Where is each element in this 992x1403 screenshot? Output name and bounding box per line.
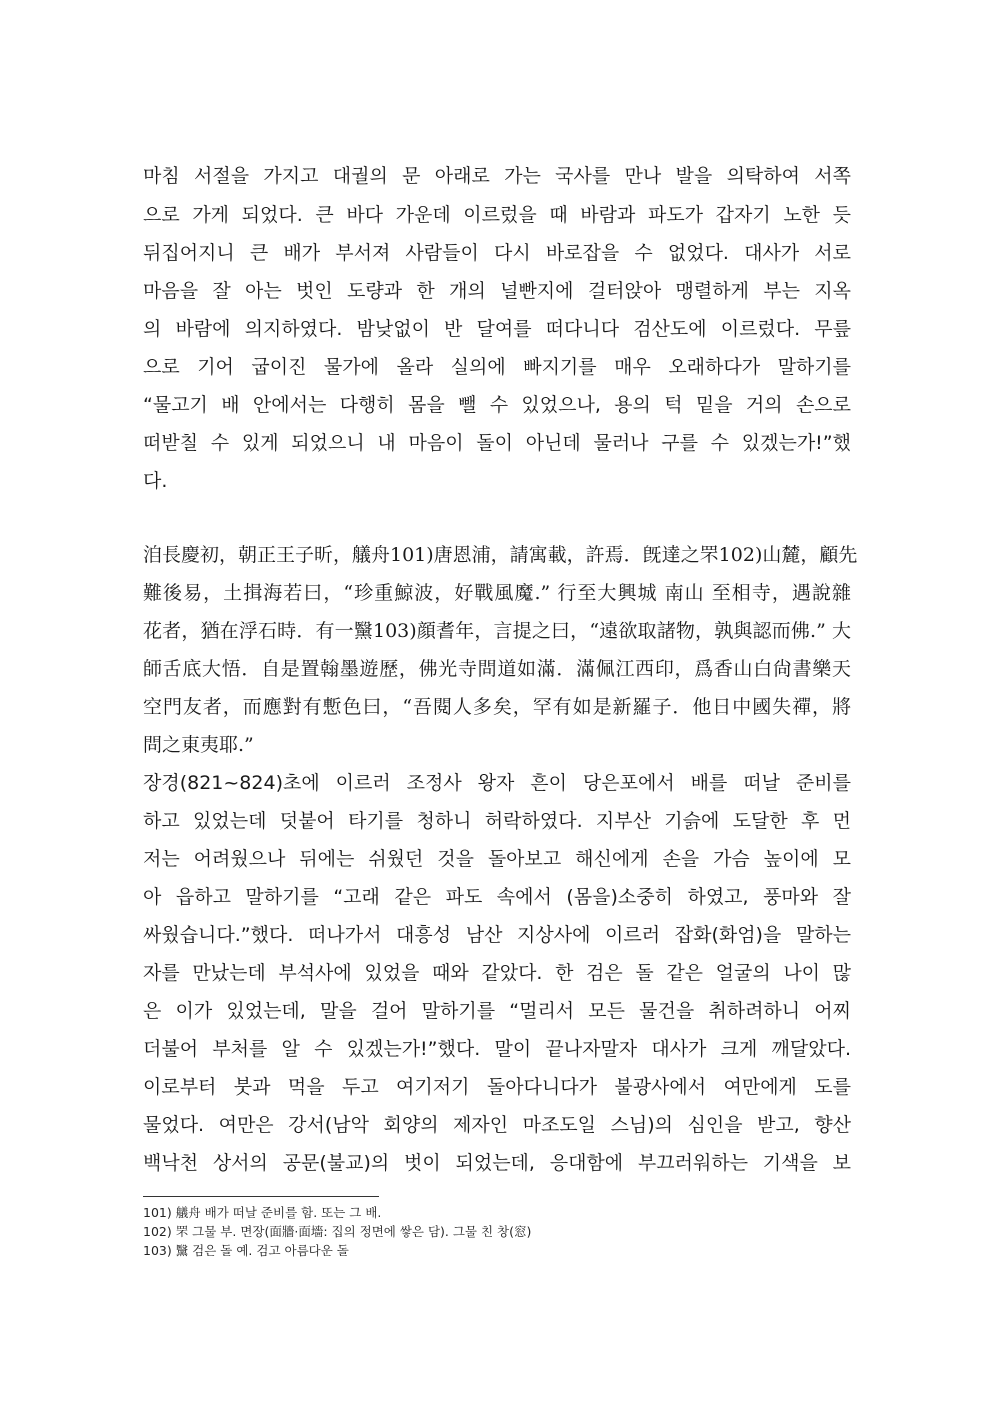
- text-line: 백낙천 상서의 공문(불교)의 벗이 되었는데, 응대함에 부끄러워하는 기색을 보: [143, 1152, 851, 1174]
- hanja-line: 花者，猶在浮石時．有一黳103)顔耆年，言提之曰，“遠欲取諸物，孰與認而佛.” 大: [143, 620, 851, 642]
- text-line: 뒤집어지니 큰 배가 부서져 사람들이 다시 바로잡을 수 없었다. 대사가 서로: [143, 242, 851, 264]
- footnote-divider: [143, 1196, 379, 1197]
- text-line: 으로 기어 굽이진 물가에 올라 실의에 빠지기를 매우 오래하다가 말하기를: [143, 356, 851, 378]
- hanja-line: 問之東夷耶.”: [143, 734, 254, 756]
- text-line: 의 바람에 의지하였다. 밤낮없이 반 달여를 떠다니다 검산도에 이르렀다. 무릎: [143, 318, 851, 340]
- text-line: 물었다. 여만은 강서(남악 회양의 제자인 마조도일 스님)의 심인을 받고, 향산: [143, 1114, 851, 1136]
- footnote-101: 101) 艤舟 배가 떠날 준비를 함. 또는 그 배.: [143, 1205, 382, 1220]
- text-line: 마음을 잘 아는 벗인 도량과 한 개의 널빤지에 걸터앉아 맹렬하게 부는 지옥: [143, 280, 851, 302]
- text-line: 더불어 부처를 알 수 있겠는가!”했다. 말이 끝나자말자 대사가 크게 깨달았다.: [143, 1038, 851, 1060]
- text-line: 저는 어려웠으나 뒤에는 쉬웠던 것을 돌아보고 해신에게 손을 가슴 높이에 모: [143, 848, 851, 870]
- text-line: 싸웠습니다.”했다. 떠나가서 대흥성 남산 지상사에 이르러 잡화(화엄)을 말하는: [143, 924, 851, 946]
- text-line: 이로부터 붓과 먹을 두고 여기저기 돌아다니다가 불광사에서 여만에게 도를: [143, 1076, 851, 1098]
- footnote-103: 103) 黳 검은 돌 예. 검고 아름다운 돌: [143, 1243, 349, 1258]
- hanja-line: 師舌底大悟．自是置翰墨遊歷，佛光寺問道如滿．滿佩江西印，爲香山白尙書樂天: [143, 658, 851, 680]
- text-line: 마침 서절을 가지고 대궐의 문 아래로 가는 국사를 만나 발을 의탁하여 서쪽: [143, 165, 851, 187]
- hanja-line: 難後易，土揖海若曰，“珍重鯨波，好戰風魔.” 行至大興城 南山 至相寺，遇說雜: [143, 582, 851, 604]
- hanja-line: 空門友者，而應對有慙色曰，“吾閱人多矣，罕有如是新羅子．他日中國失禪，將: [143, 696, 851, 718]
- text-line: 하고 있었는데 덧붙어 타기를 청하니 허락하였다. 지부산 기슭에 도달한 후 먼: [143, 810, 851, 832]
- text-line: 장경(821~824)초에 이르러 조정사 왕자 흔이 당은포에서 배를 떠날 준비를: [143, 772, 851, 794]
- text-line: 다.: [143, 470, 168, 492]
- text-line: 은 이가 있었는데, 말을 걸어 말하기를 “멀리서 모든 물건을 취하려하니 어찌: [143, 1000, 851, 1022]
- hanja-line: 洎長慶初，朝正王子昕，艤舟101)唐恩浦，請寓載，許焉．旣達之罘102)山麓，顧先: [143, 544, 858, 566]
- text-line: 떠받칠 수 있게 되었으니 내 마음이 돌이 아닌데 물러나 구를 수 있겠는가!”했: [143, 432, 851, 454]
- footnote-102: 102) 罘 그물 부. 면장(面牆·面墻: 집의 정면에 쌓은 담). 그물 친 창(窓): [143, 1224, 532, 1239]
- text-line: 으로 가게 되었다. 큰 바다 가운데 이르렀을 때 바람과 파도가 갑자기 노한 듯: [143, 204, 851, 226]
- text-line: 자를 만났는데 부석사에 있었을 때와 같았다. 한 검은 돌 같은 얼굴의 나이 많: [143, 962, 851, 984]
- text-line: 아 읍하고 말하기를 “고래 같은 파도 속에서 (몸을)소중히 하였고, 풍마와 잘: [143, 886, 851, 908]
- text-line: “물고기 배 안에서는 다행히 몸을 뺄 수 있었으나, 용의 턱 밑을 거의 손으로: [143, 394, 851, 416]
